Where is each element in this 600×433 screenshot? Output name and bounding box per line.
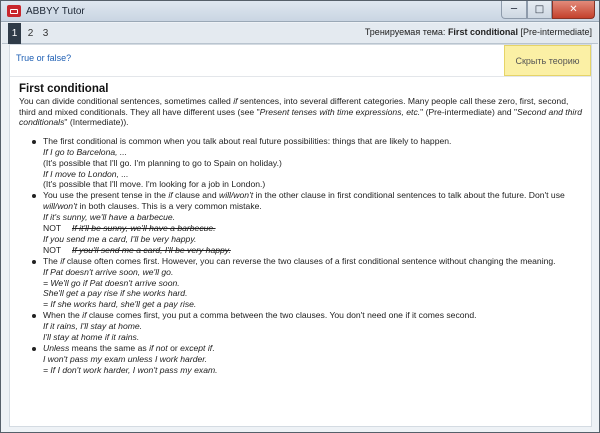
rule-line bbox=[43, 321, 585, 332]
text-segment: You can divide conditional sentences, sometimes called bbox=[19, 96, 234, 106]
rule-line bbox=[43, 278, 585, 289]
hide-theory-button[interactable]: Скрыть теорию bbox=[504, 45, 591, 76]
title-bar[interactable] bbox=[1, 1, 599, 22]
rule-line bbox=[43, 169, 585, 180]
text-segment: . bbox=[212, 343, 215, 353]
rule-line bbox=[43, 310, 585, 321]
theory-intro bbox=[19, 96, 585, 128]
rule-line bbox=[43, 288, 585, 299]
practiced-topic bbox=[365, 27, 592, 37]
rule-line bbox=[43, 365, 585, 376]
topic-level: [Pre-intermediate] bbox=[520, 27, 592, 37]
italic-text: = We'll go if Pat doesn't arrive soon. bbox=[43, 277, 180, 288]
italic-text: except if bbox=[180, 343, 213, 353]
not-marker: NOT bbox=[43, 244, 62, 255]
rule-line bbox=[43, 245, 585, 256]
rule-line bbox=[43, 332, 585, 343]
theory-section bbox=[19, 83, 585, 376]
text-segment: The bbox=[43, 255, 61, 266]
italic-text: If it rains, I'll stay at home. bbox=[43, 321, 143, 332]
text-segment: clause often comes first. However, you can reverse the two clauses of a first conditional sentence without changing the meaning. bbox=[64, 255, 556, 266]
text-segment: in the other clause in first conditional sentences to talk about the future. Don't use bbox=[253, 190, 565, 201]
italic-text: if bbox=[233, 96, 238, 106]
text-segment: clause comes first, you put a comma between the two clauses. You don't need one if it comes second. bbox=[86, 310, 477, 321]
close-button[interactable]: ✕ bbox=[552, 1, 595, 19]
rule-item bbox=[19, 190, 585, 255]
window-title: ABBYY Tutor bbox=[26, 5, 85, 17]
rule-line bbox=[43, 190, 585, 201]
italic-text: = If I don't work harder, I won't pass my exam. bbox=[43, 364, 218, 375]
rule-item bbox=[19, 310, 585, 343]
minimize-button[interactable]: ─ bbox=[501, 1, 527, 19]
italic-text: if bbox=[60, 255, 65, 266]
rule-line bbox=[43, 158, 585, 169]
rule-item bbox=[19, 343, 585, 376]
italic-text: If it's sunny, we'll have a barbecue. bbox=[43, 212, 176, 223]
text-segment: You use the present tense in the bbox=[43, 190, 169, 201]
rule-line bbox=[43, 212, 585, 223]
text-segment: " (Intermediate)). bbox=[64, 117, 129, 128]
text-segment: (It's possible that I'll move. I'm looking for a job in London.) bbox=[43, 179, 266, 190]
italic-text: If Pat doesn't arrive soon, we'll go. bbox=[43, 266, 174, 277]
rule-line bbox=[43, 147, 585, 158]
italic-text: If you send me a card, I'll be very happy. bbox=[43, 233, 197, 244]
rule-line bbox=[43, 223, 585, 234]
rule-line bbox=[43, 256, 585, 267]
italic-text: If I move to London, ... bbox=[43, 168, 129, 179]
italic-text: If I go to Barcelona, ... bbox=[43, 146, 128, 157]
rule-line bbox=[43, 179, 585, 190]
rule-line bbox=[43, 234, 585, 245]
rule-item bbox=[19, 256, 585, 311]
abbyy-app-icon bbox=[7, 5, 21, 17]
rule-line bbox=[43, 201, 585, 212]
divider bbox=[10, 76, 591, 77]
topic-name: First conditional bbox=[447, 27, 518, 37]
italic-text: I won't pass my exam unless I work harder. bbox=[43, 353, 208, 364]
exercise-tab-bar bbox=[2, 23, 598, 44]
not-marker: NOT bbox=[43, 223, 62, 234]
text-segment: means the same as bbox=[69, 343, 150, 353]
rule-line bbox=[43, 354, 585, 365]
text-segment: The first conditional is common when you talk about real future possibilities: things that are likely to happen. bbox=[43, 135, 452, 146]
italic-text: = If she works hard, she'll get a pay rise. bbox=[43, 299, 197, 310]
rule-line bbox=[43, 343, 585, 354]
italic-text: if bbox=[168, 190, 173, 201]
italic-text: Unless bbox=[43, 343, 70, 353]
window-controls bbox=[501, 1, 595, 19]
rule-line bbox=[43, 299, 585, 310]
theory-heading: First conditional bbox=[19, 83, 109, 95]
incorrect-example: If it'll be sunny, we'll have a barbecue. bbox=[72, 223, 216, 234]
italic-text: if not bbox=[149, 343, 168, 353]
rule-line bbox=[43, 267, 585, 278]
text-segment: " (Pre-intermediate) and " bbox=[420, 106, 517, 117]
maximize-button[interactable]: □ bbox=[527, 1, 552, 19]
text-segment: sentences, into several different categories. Many people call these zero, first, second, third and mixed conditionals. They all have different uses (see " bbox=[19, 96, 569, 117]
italic-text: will/won't bbox=[43, 201, 78, 212]
text-segment: or bbox=[167, 343, 181, 353]
rule-line bbox=[43, 136, 585, 147]
text-segment: clause and bbox=[172, 190, 219, 201]
tab-2[interactable]: 2 bbox=[27, 28, 34, 39]
text-segment: (It's possible that I'll go. I'm planning to go to Spain on holiday.) bbox=[43, 157, 282, 168]
italic-text: I'll stay at home if it rains. bbox=[43, 332, 140, 343]
italic-text: Second and third conditionals bbox=[19, 106, 582, 128]
text-segment: When the bbox=[43, 310, 83, 321]
rule-list bbox=[19, 136, 585, 376]
italic-text: if bbox=[82, 310, 87, 321]
topic-prefix: Тренируемая тема: bbox=[364, 27, 446, 37]
italic-text: She'll get a pay rise if she works hard. bbox=[43, 288, 188, 299]
true-or-false-link[interactable]: True or false? bbox=[16, 53, 72, 63]
incorrect-example: If you'll send me a card, I'll be very happy. bbox=[72, 244, 231, 255]
tab-1[interactable]: 1 bbox=[8, 23, 21, 44]
tab-3[interactable]: 3 bbox=[42, 28, 49, 39]
rule-item bbox=[19, 136, 585, 191]
italic-text: will/won't bbox=[218, 190, 254, 201]
italic-text: Present tenses with time expressions, etc. bbox=[259, 106, 421, 117]
exercise-panel bbox=[9, 44, 592, 427]
text-segment: in both clauses. This is a very common mistake. bbox=[77, 201, 262, 212]
